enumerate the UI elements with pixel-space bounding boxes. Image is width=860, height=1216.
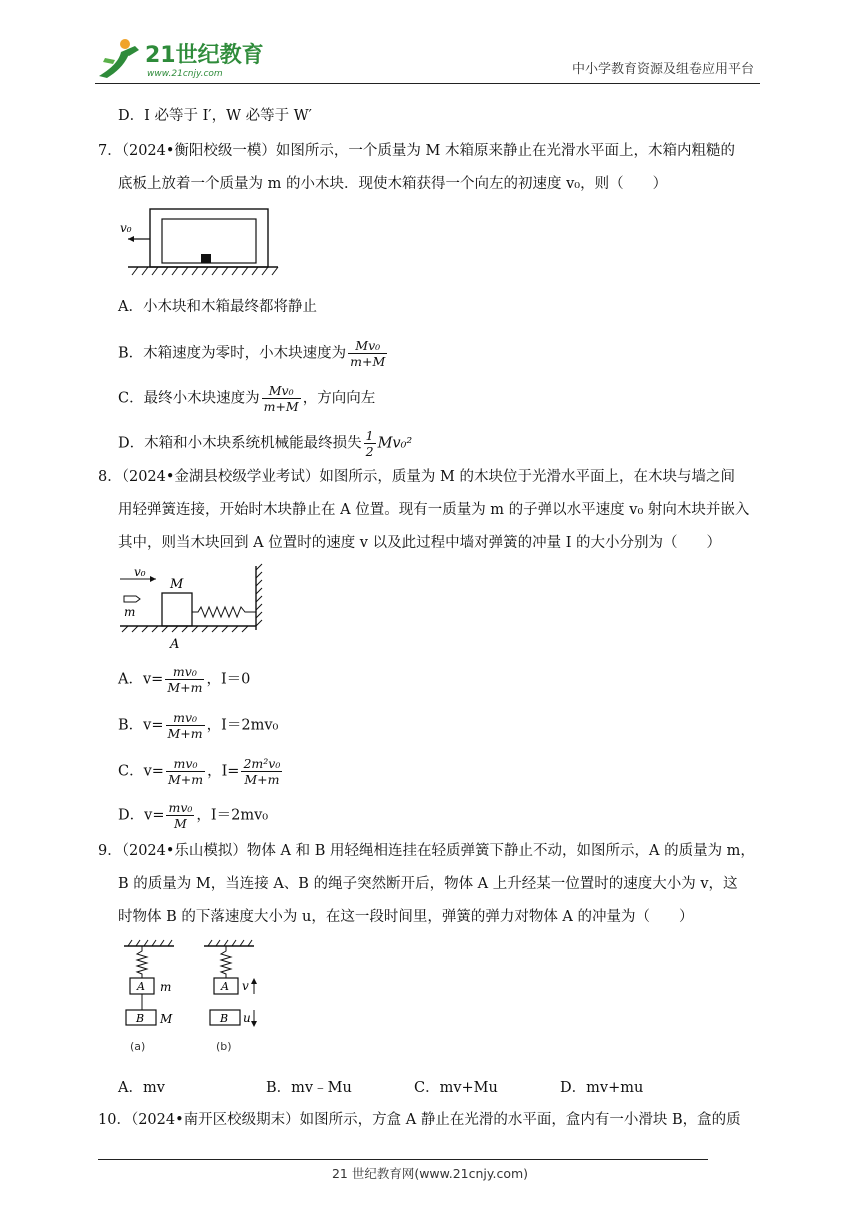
q9-fig-v: v [242, 979, 249, 993]
logo-url: www.21cnjy.com [147, 69, 223, 79]
q8-option-b: B．v= $\frac{\text{mv₀}}{M+m}$ ，I＝2mv₀ [118, 710, 279, 741]
q9-fig-caption-b: (b) [216, 1040, 232, 1053]
q10-stem-line1: 10．（2024•南开区校级期末）如图所示，方盒 A 静止在光滑的水平面，盒内有一小滑块 B，盒的质 [98, 1112, 741, 1128]
q8-option-d: D．v= $\frac{\text{mv₀}}{M}$ ，I＝2mv₀ [118, 800, 269, 831]
q7-option-a: A．小木块和木箱最终都将静止 [118, 299, 317, 315]
q9-fig-caption-a: (a) [130, 1040, 146, 1053]
q8-fig-A-label: A [170, 637, 180, 652]
q7-option-d: D．木箱和小木块系统机械能最终损失 $\frac{1}{2}$ Mv₀² [118, 428, 413, 459]
q8-spring-figure [118, 562, 268, 654]
q8-fig-v0-label: v₀ [134, 565, 146, 579]
q9-option-a: A．mv [118, 1080, 165, 1096]
q7-option-b: B．木箱速度为零时，小木块速度为 $\frac{\text{Mv₀}}{m+M}$ [118, 338, 386, 369]
q9-fig-b-B: B [220, 1012, 229, 1025]
q9-stem-line2: B 的质量为 M，当连接 A、B 的绳子突然断开后，物体 A 上升经某一位置时的速度大小为 v，这 [118, 876, 738, 892]
header-platform-name: 中小学教育资源及组卷应用平台 [571, 62, 754, 77]
page-header [95, 28, 760, 84]
logo-21cnjy [95, 36, 265, 80]
q8-fig-M-label: M [170, 577, 184, 592]
q8-option-a: A．v= $\frac{\text{mv₀}}{M+m}$ ，I＝0 [118, 664, 251, 695]
q9-fig-b-A: A [221, 980, 229, 993]
q7-fig-v0-label: v₀ [120, 221, 132, 235]
q9-fig-u: u [243, 1011, 251, 1025]
q8-fig-m-label: m [124, 605, 136, 619]
q9-fig-a-B: B [136, 1012, 145, 1025]
q9-fig-a-A: A [137, 980, 145, 993]
q9-option-b: B．mv﹣Mu [266, 1080, 352, 1096]
q8-option-c: C．v= $\frac{\text{mv₀}}{M+m}$ ，I= $\frac{\text{2m²v₀}}{M+m}$ [118, 756, 281, 787]
q6-option-d: D．I 必等于 I′，W 必等于 W′ [118, 108, 312, 124]
q9-option-d: D．mv+mu [560, 1080, 644, 1096]
footer-site: 21 世纪教育网(www.21cnjy.com) [331, 1166, 529, 1181]
q9-fig-m: m [160, 980, 172, 994]
q9-fig-M: M [160, 1012, 173, 1026]
q7-option-c: C．最终小木块速度为 $\frac{\text{Mv₀}}{m+M}$ ，方向向左 [118, 383, 376, 414]
q8-stem-line3: 其中，则当木块回到 A 位置时的速度 v 以及此过程中墙对弹簧的冲量 I 的大小分别为（ ） [118, 535, 722, 551]
runner-icon [99, 39, 139, 78]
q8-stem-line2: 用轻弹簧连接，开始时木块静止在 A 位置。现有一质量为 m 的子弹以水平速度 v₀ 射向木块并嵌入 [118, 502, 750, 518]
q7-stem-line2: 底板上放着一个质量为 m 的小木块．现使木箱获得一个向左的初速度 v₀，则（ ） [118, 176, 668, 192]
q7-box-figure [118, 205, 283, 285]
logo-text: 21世纪教育 [145, 43, 264, 68]
q9-stem-line3: 时物体 B 的下落速度大小为 u，在这一段时间里，弹簧的弹力对物体 A 的冲量为（ ） [118, 909, 694, 925]
q8-stem-line1: 8．（2024•金湖县校级学业考试）如图所示，质量为 M 的木块位于光滑水平面上，在木块与墙之间 [98, 469, 735, 485]
q7-stem-line1: 7．（2024•衡阳校级一模）如图所示，一个质量为 M 木箱原来静止在光滑水平面上，木箱内粗糙的 [98, 143, 735, 159]
footer-rule [98, 1159, 708, 1160]
q9-spring-figure [118, 938, 278, 1058]
q9-stem-line1: 9．（2024•乐山模拟）物体 A 和 B 用轻绳相连挂在轻质弹簧下静止不动，如图所示，A 的质量为 m， [98, 843, 755, 859]
q9-option-c: C．mv+Mu [414, 1080, 498, 1096]
